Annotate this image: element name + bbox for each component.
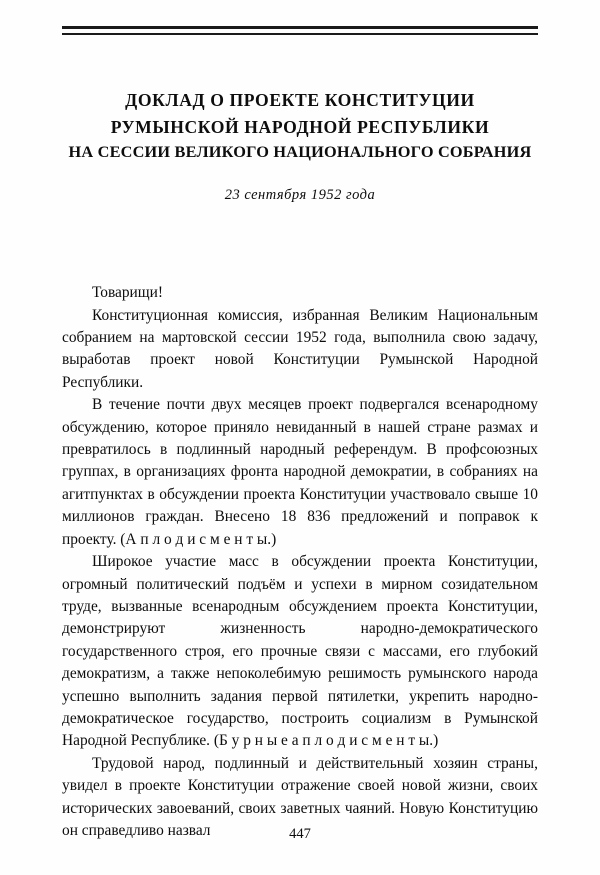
paragraph-3: Широкое участие масс в обсуждении проекта Конституции, огромный политический подъём и успехи в мирном созидательном труде, вызванные всенародным обсуждением проекта Конституции, демонстрируют жизненность народно-демократического государственного строя, его прочные связи с массами, его глубокий демократизм, а также непоколебимую решимость румынского народа успешно выполнить задания первой пятилетки, укрепить народно-демократическое государство, построить социализм в Румынской Народной Республике. (Б у р н ы е а п л о д и с м е н т ы.)	[62, 553, 538, 750]
paragraph-greeting: Товарищи!	[92, 284, 163, 302]
page-title	[62, 87, 538, 165]
paragraph-4: Трудовой народ, подлинный и действительный хозяин страны, увидел в проекте Конституции отражение своей новой жизни, своих исторических завоеваний, своих заветных чаяний. Новую Конституцию он справедливо назвал	[62, 754, 538, 839]
header-rule-top	[62, 26, 538, 29]
title-line-2: РУМЫНСКОЙ НАРОДНОЙ РЕСПУБЛИКИ	[110, 116, 490, 137]
header-rule-bottom	[62, 33, 538, 35]
title-line-1: ДОКЛАД О ПРОЕКТЕ КОНСТИТУЦИИ	[125, 90, 475, 110]
document-body	[62, 282, 538, 842]
header-rules	[62, 0, 538, 35]
paragraph-2: В течение почти двух месяцев проект подвергался всенародному обсуждению, которое приняло невиданный в нашей стране размах и превратилось в подлинный народный референдум. В профсоюзных группах, в организациях фронта народной демократии, в собраниях на агитпунктах в обсуждении проекта Конституции участвовало свыше 10 миллионов граждан. Внесено 18 836 предложений и поправок к проекту. (А п л о д и с м е н т ы.)	[62, 396, 538, 548]
document-date: 23 сентября 1952 года	[224, 187, 376, 204]
page-number: 447	[289, 826, 311, 842]
title-line-3: НА СЕССИИ ВЕЛИКОГО НАЦИОНАЛЬНОГО СОБРАНИЯ	[68, 142, 532, 162]
paragraph-1: Конституционная комиссия, избранная Великим Национальным собранием на мартовской сессии 1952 года, выполнила свою задачу, выработав проект новой Конституции Румынской Народной Республики.	[62, 306, 538, 391]
